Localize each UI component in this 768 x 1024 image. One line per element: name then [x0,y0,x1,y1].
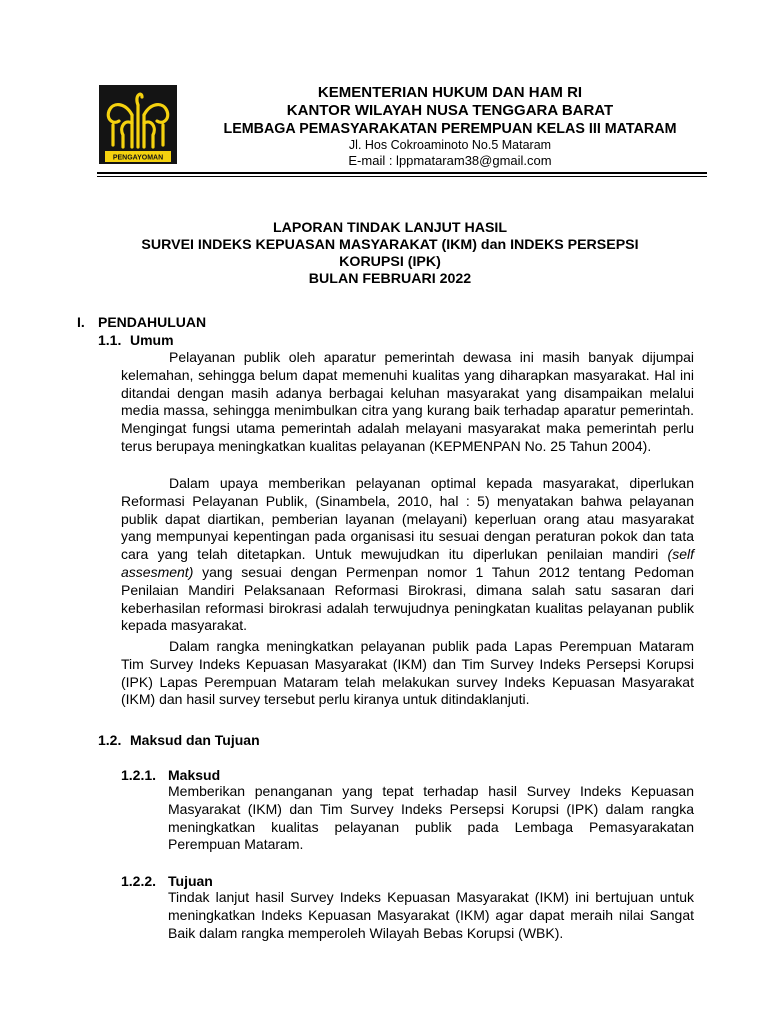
header-divider-thin [97,176,707,177]
paragraph-umum-1: Pelayanan publik oleh aparatur pemerintah dewasa ini masih banyak dijumpai kelemahan, sehingga belum dapat memenuhi kualitas yang diharapkan masyarakat. Hal ini ditandai dengan masih adanya berbagai keluhan masyarakat yang disampaikan melalui media massa, sehingga menimbulkan citra yang kurang baik terhadap aparatur pemerintah. Mengingat fungsi utama pemerintah adalah melayani masyarakat maka pemerintah perlu terus berupaya meningkatkan kualitas pelayanan (KEPMENPAN No. 25 Tahun 2004). [121,349,694,454]
section-number: I. [77,314,85,330]
institution-name: LEMBAGA PEMASYARAKATAN PEREMPUAN KELAS III MATARAM [223,121,677,137]
subsection-1-1-number: 1.1. [98,332,122,348]
subsection-1-2-number: 1.2. [98,732,122,748]
pengayoman-logo [99,85,177,164]
maksud-heading: Maksud [168,767,221,783]
title-line-4: BULAN FEBRUARI 2022 [308,271,472,287]
maksud-number: 1.2.1. [121,767,157,783]
tujuan-text: Tindak lanjut hasil Survey Indeks Kepuasan Masyarakat (IKM) ini bertujuan untuk meningkatkan Indeks Kepuasan Masyarakat (IKM) agar dapat meraih nilai Sangat Baik dalam rangka memperoleh Wilayah Bebas Korupsi (WBK). [168,889,694,941]
regional-office-name: KANTOR WILAYAH NUSA TENGGARA BARAT [286,102,614,119]
address: Jl. Hos Cokroaminoto No.5 Mataram [348,138,552,152]
title-line-2: SURVEI INDEKS KEPUASAN MASYARAKAT (IKM) dan INDEKS PERSEPSI [141,237,639,253]
logo-caption: PENGAYOMAN [112,154,164,162]
email: E-mail : lppmataram38@gmail.com [348,153,552,168]
maksud-text: Memberikan penanganan yang tepat terhadap hasil Survey Indeks Kepuasan Masyarakat (IKM) dan Tim Survey Indeks Persepsi Korupsi (IPK) dalam rangka meningkatkan kualitas pelayanan publik pada Lembaga Pemasyarakatan Perempuan Mataram. [168,783,694,853]
letterhead [180,84,720,169]
title-line-3: KORUPSI (IPK) [339,254,441,270]
paragraph-umum-2 [121,475,694,635]
title-line-1: LAPORAN TINDAK LANJUT HASIL [272,220,508,236]
report-title [90,220,690,288]
paragraph-umum-3: Dalam rangka meningkatkan pelayanan publik pada Lapas Perempuan Mataram Tim Survey Indeks Kepuasan Masyarakat (IKM) dan Tim Survey Indeks Persepsi Korupsi (IPK) Lapas Perempuan Mataram telah melakukan survey Indeks Kepuasan Masyarakat (IKM) dan hasil survey tersebut perlu kiranya untuk ditindaklanjuti. [121,638,694,708]
tujuan-heading: Tujuan [168,873,213,889]
paragraph-umum-2-part-b: yang sesuai dengan Permenpan nomor 1 Tahun 2012 tentang Pedoman Penilaian Mandiri Pelaksanaan Reformasi Birokrasi, dimana salah satu sasaran dari keberhasilan reformasi birokrasi adalah terwujudnya peningkatan kualitas pelayanan publik kepada masyarakat. [121,563,694,634]
section-heading: PENDAHULUAN [98,314,207,330]
paragraph-umum-2-part-a: Dalam upaya memberikan pelayanan optimal kepada masyarakat, diperlukan Reformasi Pelayanan Publik, (Sinambela, 2010, hal : 5) menyatakan bahwa pelayanan publik dapat diartikan, pemberian layanan (melayani) keperluan orang atau masyarakat yang mempunyai kepentingan pada organisasi itu sesuai dengan peraturan pokok dan tata cara yang telah ditetapkan. Untuk mewujudkan itu diperlukan penilaian mandiri [121,475,694,563]
header-divider-thick [97,172,707,174]
subsection-1-1-heading: Umum [130,332,174,348]
ministry-name: KEMENTERIAN HUKUM DAN HAM RI [317,84,583,101]
pengayoman-emblem-icon [99,85,177,164]
self-assessment-term: (self assesment) [121,546,694,580]
tujuan-number: 1.2.2. [121,873,157,889]
subsection-1-2-heading: Maksud dan Tujuan [130,732,260,748]
